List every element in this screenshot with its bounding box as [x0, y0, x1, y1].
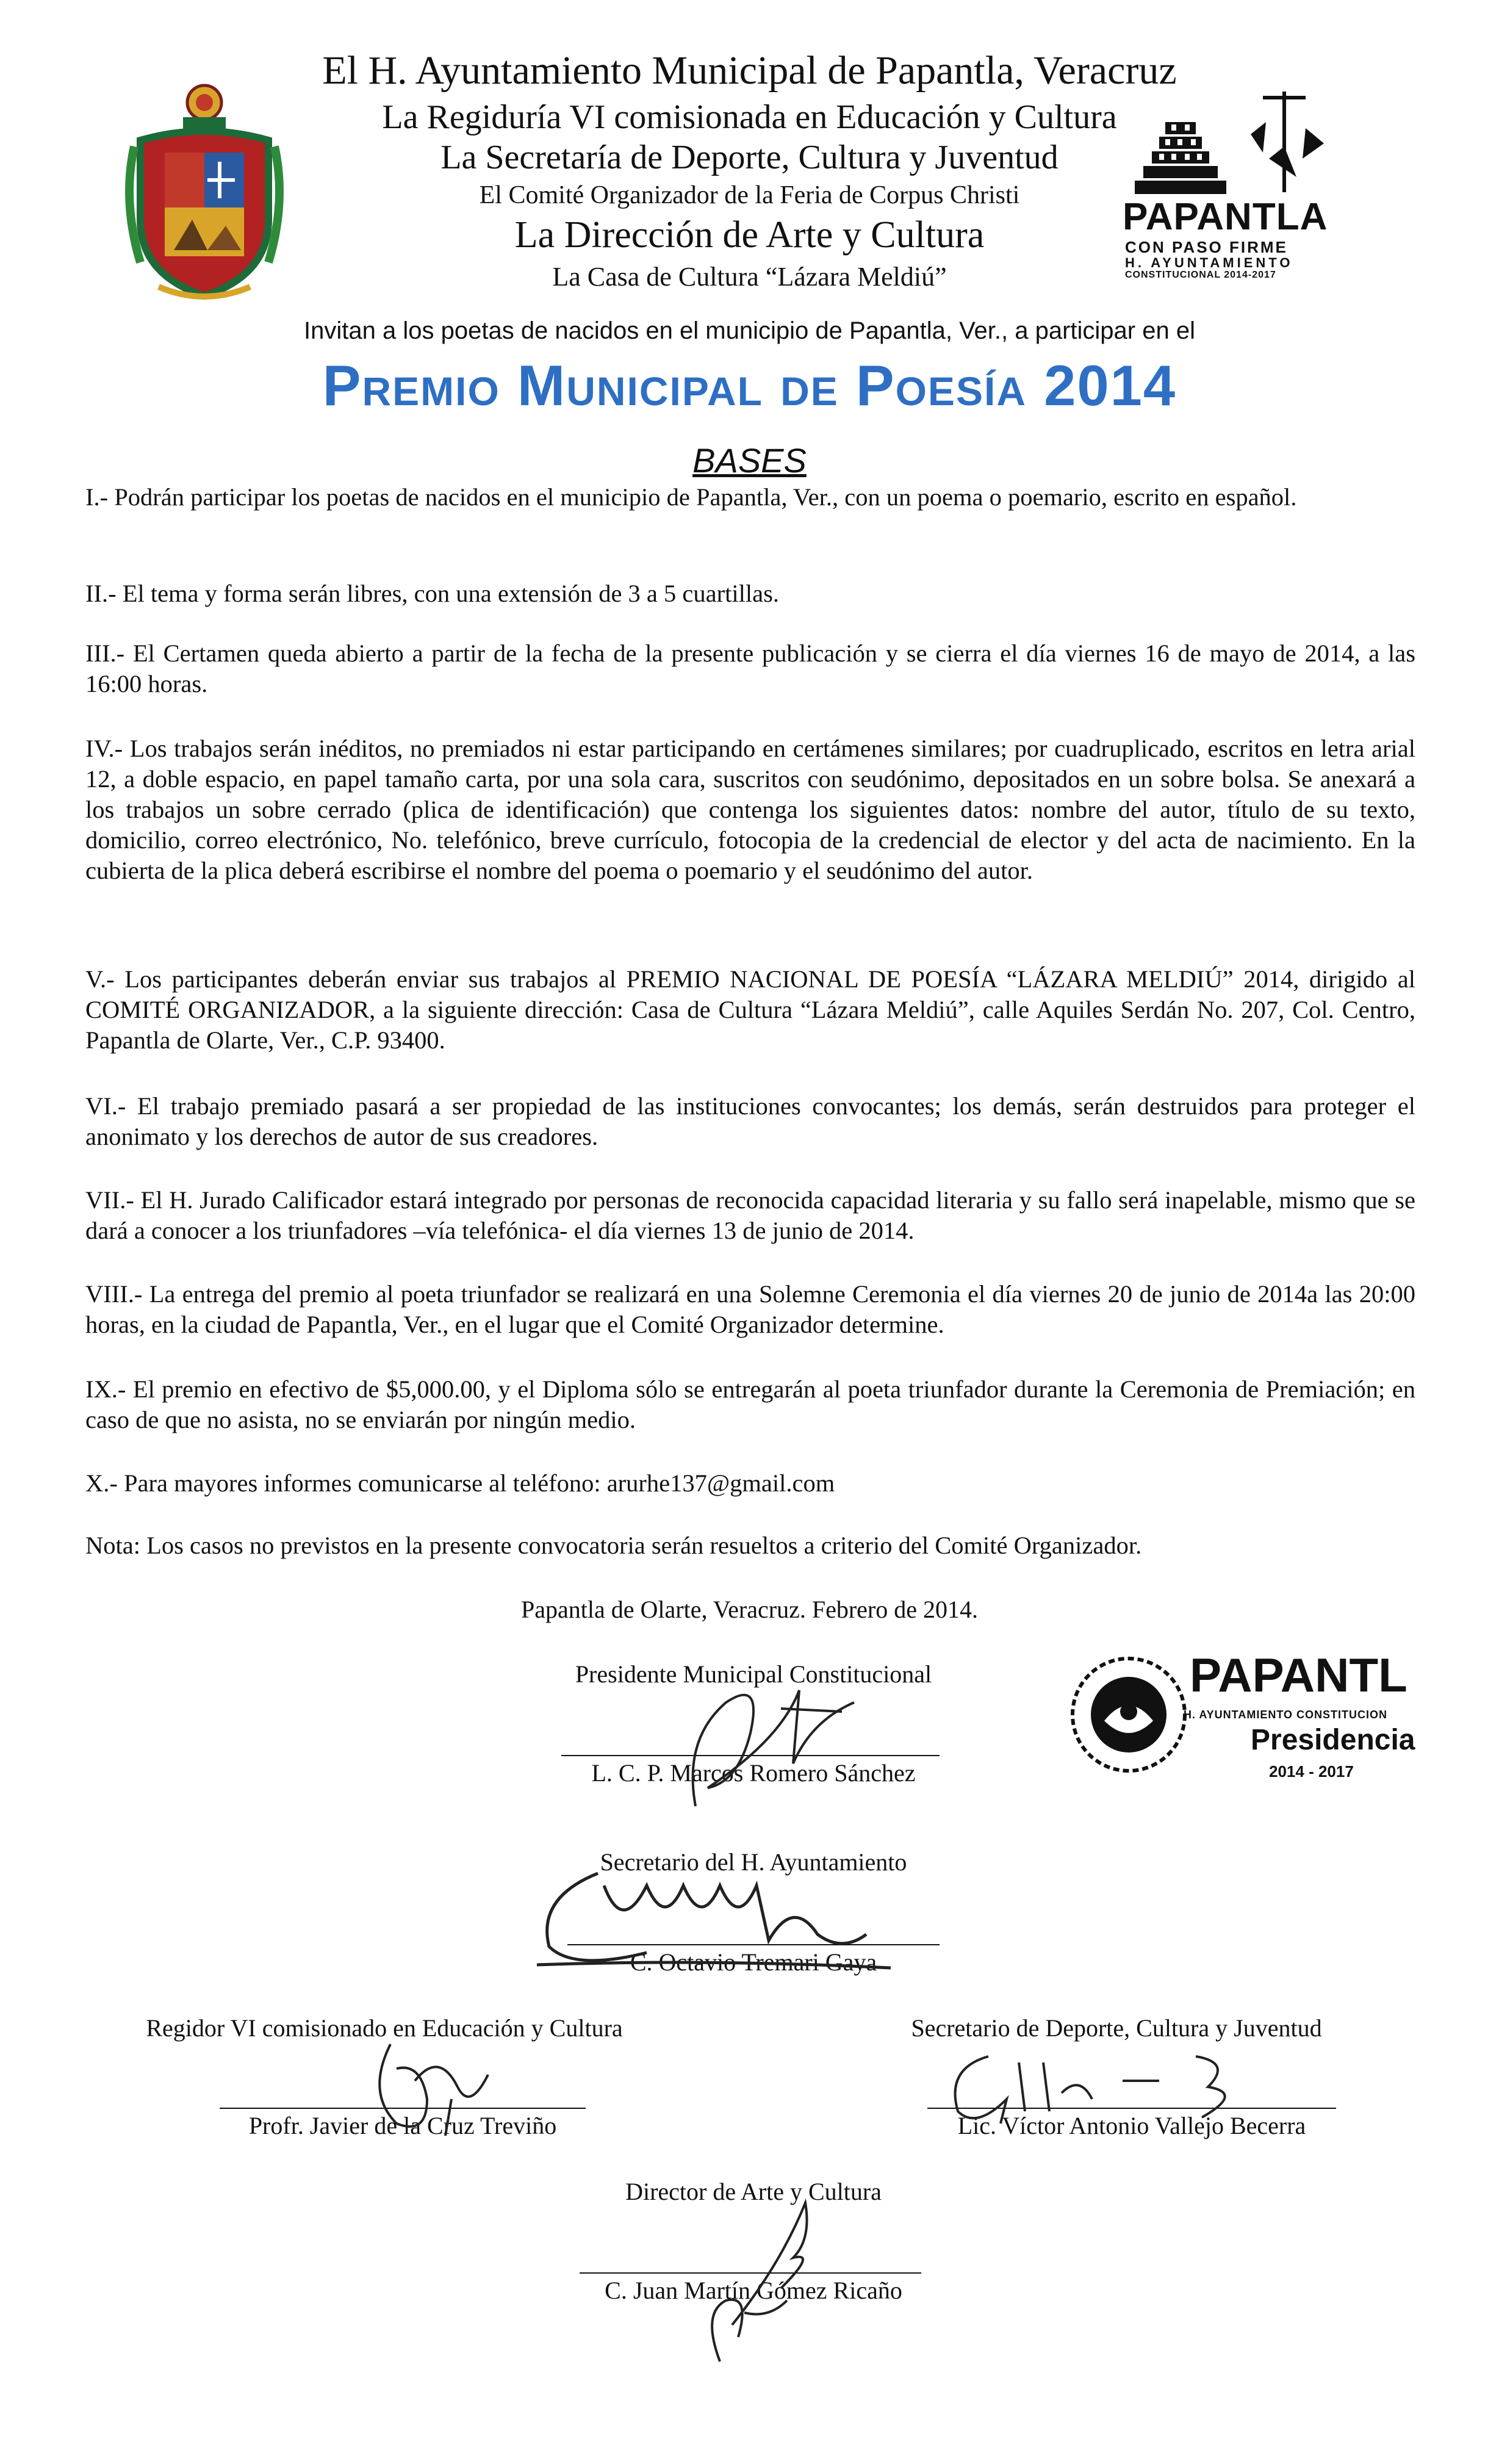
papantla-logo [1123, 85, 1330, 281]
logo-name: PAPANTLA [1123, 196, 1328, 238]
clause-10: X.- Para mayores informes comunicarse al teléfono: arurhe137@gmail.com [85, 1469, 835, 1497]
clause-9: IX.- El premio en efectivo de $5,000.00, y el Diploma sólo se entregarán al poeta triunfador durante la Ceremonia de Premiación; en caso de que no asista, no se enviarán por ningún medio. [85, 1375, 1415, 1433]
place-date: Papantla de Olarte, Veracruz. Febrero de 2014. [521, 1596, 978, 1623]
logo-slogan: CON PASO FIRME [1125, 238, 1288, 256]
clause-2: II.- El tema y forma serán libres, con una extensión de 3 a 5 cuartillas. [85, 580, 779, 607]
director-signature-line [580, 2272, 921, 2274]
clause-3: III.- El Certamen queda abierto a partir de la fecha de la presente publicación y se cierra el día viernes 16 de mayo de 2014, a las 16:00 horas. [85, 639, 1415, 697]
pyramid-icon [1135, 122, 1226, 195]
clause-7: VII.- El H. Jurado Calificador estará integrado por personas de reconocida capacidad literaria y su fallo será inapelable, mismo que se dará a conocer a los triunfadores –vía telefónica- el día viernes 13 de junio de 2014. [85, 1186, 1415, 1244]
deporte-name: Lic. Víctor Antonio Vallejo Becerra [957, 2112, 1306, 2139]
header-line-4: El Comité Organizador de la Feria de Corpus Christi [479, 181, 1020, 209]
presidente-name: L. C. P. Marcos Romero Sánchez [591, 1759, 916, 1787]
director-name: C. Juan Martín Gómez Ricaño [605, 2277, 902, 2304]
logo-sub2: CONSTITUCIONAL 2014-2017 [1125, 270, 1276, 280]
bases-heading: BASES [692, 441, 807, 480]
clause-1: I.- Podrán participar los poetas de nacidos en el municipio de Papantla, Ver., con un poema o poemario, escrito en español. [85, 483, 1297, 511]
secretario-name: C. Octavio Tremari Gaya [630, 1948, 877, 1976]
document-title: Premio Municipal de Poesía 2014 [322, 353, 1177, 417]
regidor-title: Regidor VI comisionado en Educación y Cultura [146, 2014, 623, 2042]
presidente-signature [659, 1666, 866, 1825]
deporte-title: Secretario de Deporte, Cultura y Juventud [911, 2014, 1322, 2042]
voladores-pole-icon [1238, 85, 1330, 195]
presidente-signature-line [561, 1755, 940, 1756]
clause-4: IV.- Los trabajos serán inéditos, no premiados ni estar participando en certámenes similares; por cuadruplicado, escritos en letra arial 12, a doble espacio, en papel tamaño carta, por una sola cara, suscritos con seudónimo, depositados en un sobre bolsa. Se anexará a los trabajos un sobre cerrado (plica de identificación) que contenga los siguientes datos: nombre del autor, título de su texto, domicilio, correo electrónico, No. telefónico, breve currículo, fotocopia de la credencial de elector y del acta de nacimiento. En la cubierta de la plica deberá escribirse el nombre del poema o poemario y el seudónimo del autor. [85, 735, 1415, 884]
stamp-line-4: 2014 - 2017 [1269, 1762, 1354, 1781]
header-line-1: El H. Ayuntamiento Municipal de Papantla, Veracruz [322, 48, 1177, 93]
regidor-signature-line [220, 2108, 586, 2109]
secretario-signature-line [567, 1944, 940, 1945]
secretario-title: Secretario del H. Ayuntamiento [600, 1848, 907, 1876]
invite-text: Invitan a los poetas de nacidos en el municipio de Papantla, Ver., a participar en el [304, 317, 1195, 344]
presidente-title: Presidente Municipal Constitucional [575, 1660, 932, 1688]
clause-8: VIII.- La entrega del premio al poeta triunfador se realizará en una Solemne Ceremonia el día viernes 20 de junio de 2014a las 20:00 horas, en la ciudad de Papantla, Ver., en el lugar que el Comité Organizador determine. [85, 1280, 1415, 1338]
header-line-3: La Secretaría de Deporte, Cultura y Juventud [440, 139, 1059, 176]
stamp-line-1: PAPANTL [1190, 1648, 1407, 1702]
deporte-signature-line [927, 2108, 1336, 2109]
logo-sub: H. AYUNTAMIENTO [1125, 255, 1293, 270]
header-line-6: La Casa de Cultura “Lázara Meldiú” [552, 262, 947, 292]
regidor-name: Profr. Javier de la Cruz Treviño [248, 2112, 557, 2139]
clause-6: VI.- El trabajo premiado pasará a ser propiedad de las instituciones convocantes; los demás, serán destruidos para proteger el anonimato y los derechos de autor de sus creadores. [85, 1092, 1415, 1150]
stamp-line-2: H. AYUNTAMIENTO CONSTITUCION [1184, 1709, 1388, 1721]
header-line-2: La Regiduría VI comisionada en Educación y Cultura [382, 98, 1117, 136]
presidencia-stamp [1068, 1648, 1470, 1788]
director-title: Director de Arte y Cultura [625, 2178, 882, 2205]
stamp-line-3: Presidencia [1251, 1724, 1415, 1756]
note: Nota: Los casos no previstos en la presente convocatoria serán resueltos a criterio del Comité Organizador. [85, 1532, 1142, 1559]
clause-5: V.- Los participantes deberán enviar sus trabajos al PREMIO NACIONAL DE POESÍA “LÁZARA MELDIÚ” 2014, dirigido al COMITÉ ORGANIZADOR, a la siguiente dirección: Casa de Cultura “Lázara Meldiú”, calle Aquiles Serdán No. 207, Col. Centro, Papantla de Olarte, Ver., C.P. 93400. [85, 965, 1415, 1054]
header-line-5: La Dirección de Arte y Cultura [514, 214, 985, 256]
national-seal-icon [1068, 1654, 1190, 1776]
